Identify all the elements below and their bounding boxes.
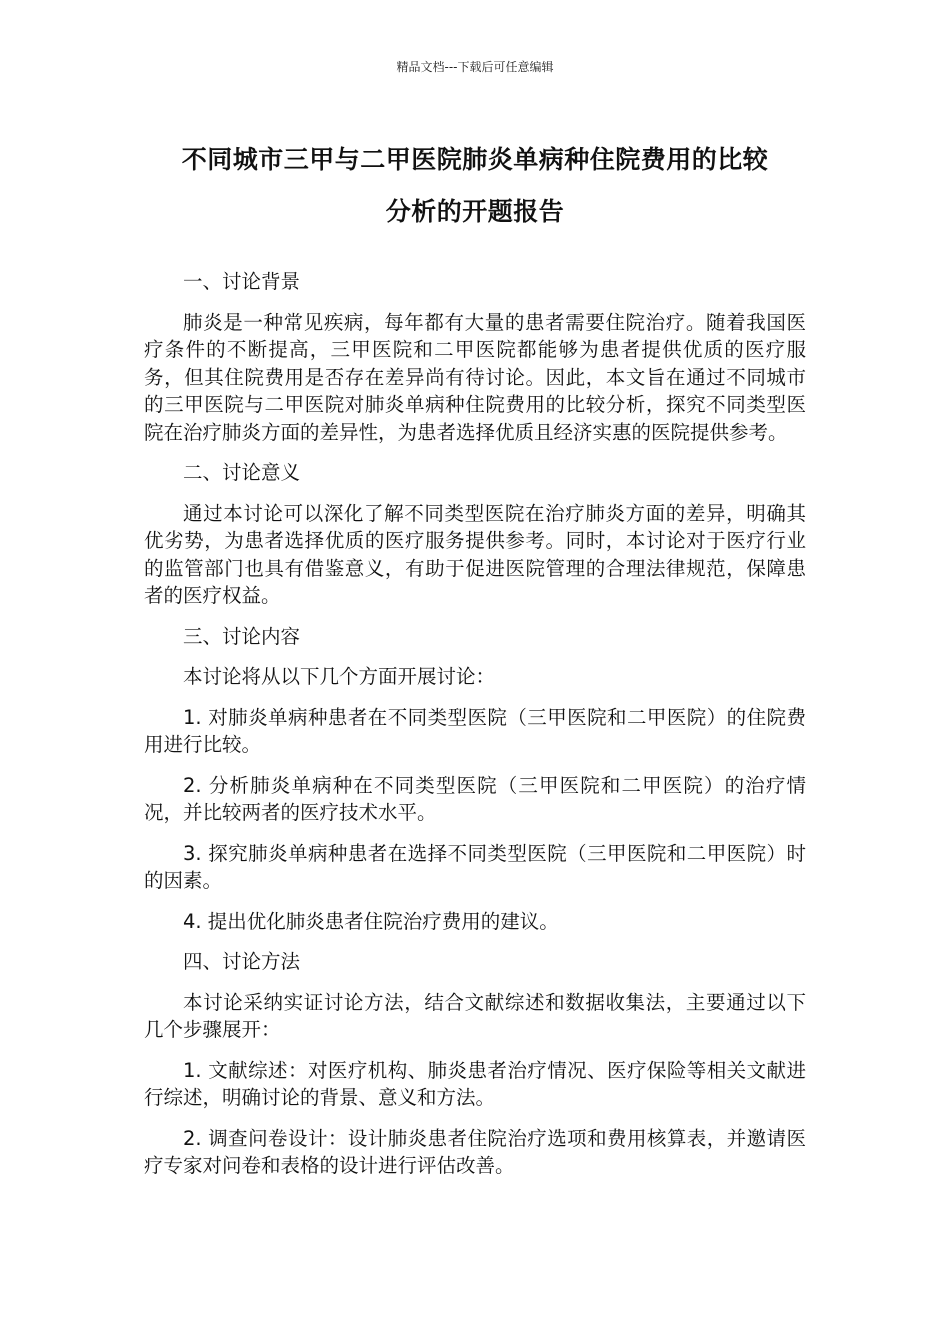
header-note: 精品文档---下载后可任意编辑 xyxy=(396,60,554,74)
list-item-content-1: 1. 对肺炎单病种患者在不同类型医院（三甲医院和二甲医院）的住院费用进行比较。 xyxy=(144,705,806,756)
section-heading-background: 一、讨论背景 xyxy=(183,270,301,293)
document-body xyxy=(144,268,806,1193)
paragraph-content-intro: 本讨论将从以下几个方面开展讨论： xyxy=(183,665,496,688)
section-heading-significance: 二、讨论意义 xyxy=(183,461,301,484)
paragraph-significance: 通过本讨论可以深化了解不同类型医院在治疗肺炎方面的差异，明确其优劣势，为患者选择优质的医疗服务提供参考。同时，本讨论对于医疗行业的监管部门也具有借鉴意义，有助于促进医院管理的合理法律规范，保障患者的医疗权益。 xyxy=(144,501,806,607)
title-line-2: 分析的开题报告 xyxy=(385,197,565,226)
list-item-method-1: 1. 文献综述：对医疗机构、肺炎患者治疗情况、医疗保险等相关文献进行综述，明确讨论的背景、意义和方法。 xyxy=(144,1058,806,1109)
paragraph-method-intro: 本讨论采纳实证讨论方法，结合文献综述和数据收集法，主要通过以下几个步骤展开： xyxy=(144,990,806,1041)
list-item-content-3: 3. 探究肺炎单病种患者在选择不同类型医院（三甲医院和二甲医院）时的因素。 xyxy=(144,841,806,892)
list-item-content-2: 2. 分析肺炎单病种在不同类型医院（三甲医院和二甲医院）的治疗情况，并比较两者的医疗技术水平。 xyxy=(144,773,806,824)
title-line-1: 不同城市三甲与二甲医院肺炎单病种住院费用的比较 xyxy=(181,145,769,174)
list-item-method-2: 2. 调查问卷设计：设计肺炎患者住院治疗选项和费用核算表，并邀请医疗专家对问卷和表格的设计进行评估改善。 xyxy=(144,1126,806,1177)
section-heading-content: 三、讨论内容 xyxy=(183,624,301,648)
list-item-content-4: 4. 提出优化肺炎患者住院治疗费用的建议。 xyxy=(183,909,559,933)
section-heading-method: 四、讨论方法 xyxy=(183,950,301,973)
document-title xyxy=(100,134,850,238)
paragraph-background: 肺炎是一种常见疾病，每年都有大量的患者需要住院治疗。随着我国医疗条件的不断提高，三甲医院和二甲医院都能够为患者提供优质的医疗服务，但其住院费用是否存在差异尚有待讨论。因此，本文旨在通过不同城市的三甲医院与二甲医院对肺炎单病种住院费用的比较分析，探究不同类型医院在治疗肺炎方面的差异性，为患者选择优质且经济实惠的医院提供参考。 xyxy=(144,310,806,444)
